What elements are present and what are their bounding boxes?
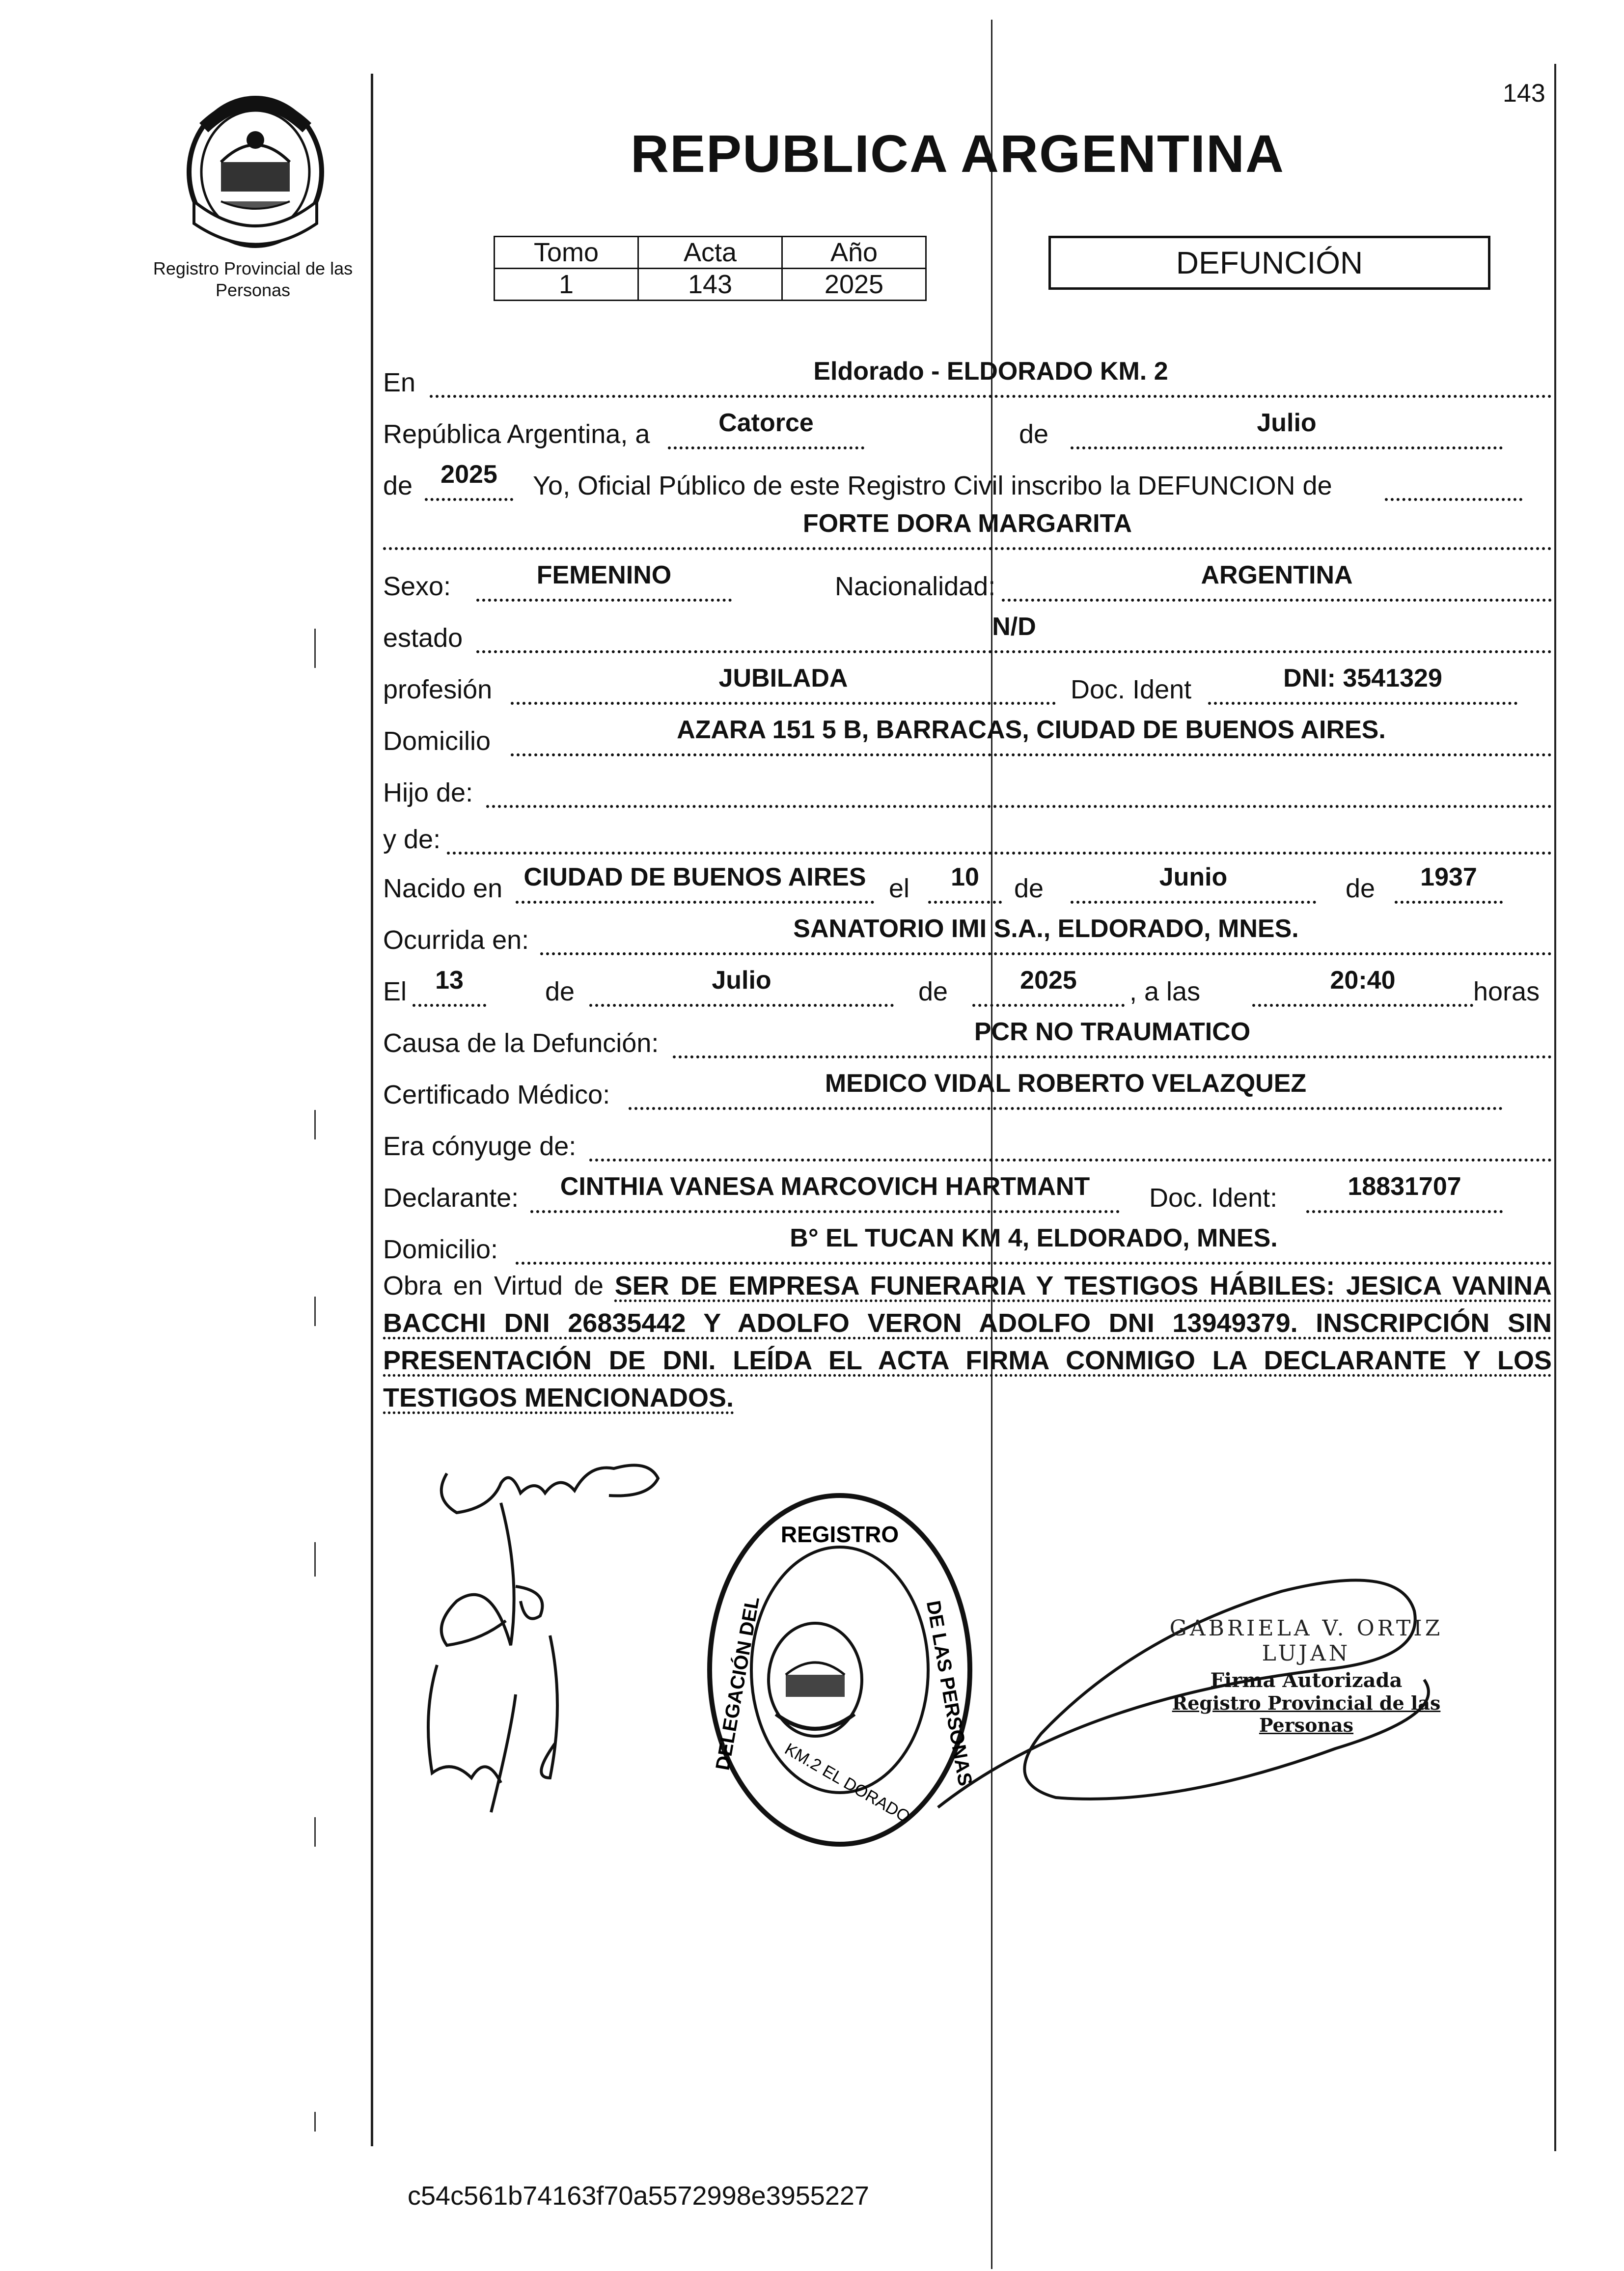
scan-mark [314, 629, 316, 668]
svg-text:DE LAS PERSONAS: DE LAS PERSONAS [922, 1599, 976, 1788]
field-obra: SER DE EMPRESA FUNERARIA Y TESTIGOS HÁBILES: JESICA VANINA BACCHI DNI 26835442 Y ADOLFO VERON ADOLFO DNI 13949379. INSCRIPCIÓN SIN PRESENTACIÓN DE DNI. LEÍDA EL ACTA FIRMA CONMIGO LA DECLARANTE Y LOS TESTIGOS MENCIONADOS. [383, 1271, 1552, 1412]
left-margin-line [371, 74, 373, 2146]
scan-mark [314, 1110, 316, 1139]
document-title: REPUBLICA ARGENTINA [631, 124, 1285, 183]
label-de-nac-mes: de [1014, 874, 1044, 903]
label-en: En [383, 368, 416, 397]
field-profesion: JUBILADA [511, 663, 1056, 705]
field-nac-mes: Junio [1071, 861, 1316, 904]
row-certificado [383, 1071, 1552, 1115]
label-doc-ident-2: Doc. Ident: [1149, 1183, 1278, 1213]
svg-text:KM.2 EL DORADO: KM.2 EL DORADO [781, 1740, 913, 1827]
row-profesion [383, 665, 1552, 710]
label-horas: horas [1473, 977, 1540, 1006]
field-declarante-doc: 18831707 [1306, 1171, 1503, 1213]
scan-mark [314, 2112, 316, 2132]
field-nac-dia: 10 [928, 861, 1002, 904]
signer-office: Registro Provincial de las Personas [1172, 1692, 1441, 1736]
label-nacionalidad: Nacionalidad: [835, 572, 996, 601]
label-de-def-anio: de [918, 977, 948, 1006]
field-dia: Catorce [668, 407, 864, 449]
svg-text:REGISTRO: REGISTRO [780, 1522, 899, 1547]
row-estado [383, 614, 1552, 658]
row-conyuge [383, 1122, 1552, 1166]
row-domicilio-2 [383, 1225, 1552, 1270]
row-nacido [383, 864, 1552, 909]
label-sexo: Sexo: [383, 572, 451, 601]
label-domicilio: Domicilio [383, 726, 491, 756]
label-de-anio: de [383, 471, 413, 500]
field-mes: Julio [1071, 407, 1503, 449]
field-certificado: MEDICO VIDAL ROBERTO VELAZQUEZ [629, 1068, 1503, 1110]
label-declarante: Declarante: [383, 1183, 519, 1213]
row-fecha [383, 410, 1552, 454]
field-def-hora: 20:40 [1252, 965, 1473, 1007]
table-value-anio: 2025 [782, 269, 926, 301]
row-y-de [383, 815, 1552, 859]
obra-paragraph [383, 1267, 1552, 1416]
svg-text:DELEGACIÓN DEL: DELEGACIÓN DEL [712, 1595, 764, 1772]
label-hijo: Hijo de: [383, 778, 473, 807]
label-de-nac-anio: de [1346, 874, 1376, 903]
label-domicilio-2: Domicilio: [383, 1235, 498, 1264]
field-sexo: FEMENINO [476, 559, 732, 602]
label-obra: Obra en Virtud de [383, 1271, 604, 1301]
right-margin-line [1554, 64, 1556, 2151]
scan-mark [314, 1817, 316, 1847]
field-causa: PCR NO TRAUMATICO [673, 1016, 1552, 1058]
row-nombre [383, 511, 1552, 555]
row-domicilio [383, 717, 1552, 761]
field-doc-ident: DNI: 3541329 [1208, 663, 1517, 705]
label-yo: Yo, Oficial Público de este Registro Civil inscribo la DEFUNCION de [533, 471, 1332, 500]
row-declarante [383, 1174, 1552, 1218]
row-anio [383, 462, 1552, 506]
label-estado: estado [383, 623, 463, 653]
field-nac-anio: 1937 [1395, 861, 1503, 904]
field-def-mes: Julio [589, 965, 894, 1007]
authorized-signature-block [1134, 1616, 1478, 1736]
table-value-acta: 143 [638, 269, 782, 301]
table-value-tomo: 1 [495, 269, 638, 301]
table-header-anio: Año [782, 237, 926, 269]
field-declarante-domicilio: B° EL TUCAN KM 4, ELDORADO, MNES. [516, 1222, 1552, 1265]
label-y-de: y de: [383, 825, 441, 854]
handwritten-signatures [403, 1439, 722, 1832]
registry-label: Registro Provincial de las Personas [153, 258, 353, 300]
label-conyuge: Era cónyuge de: [383, 1132, 577, 1161]
field-y-de [447, 812, 1552, 855]
record-table [494, 236, 927, 301]
label-a-las: , a las [1129, 977, 1201, 1006]
label-nacido: Nacido en [383, 874, 503, 903]
record-type-box: DEFUNCIÓN [1048, 236, 1490, 290]
row-causa [383, 1019, 1552, 1063]
field-nacido-en: CIUDAD DE BUENOS AIRES [516, 861, 874, 904]
label-causa: Causa de la Defunción: [383, 1028, 659, 1058]
label-de: de [1019, 419, 1049, 449]
field-conyuge [589, 1119, 1552, 1162]
label-republica: República Argentina, a [383, 419, 650, 449]
field-nacionalidad: ARGENTINA [1002, 559, 1552, 602]
label-de-def-mes: de [545, 977, 575, 1006]
label-el: el [889, 874, 910, 903]
field-blank-end [1385, 459, 1522, 501]
row-ocurrida [383, 916, 1552, 960]
label-el-cap: El [383, 977, 407, 1006]
row-lugar [383, 359, 1552, 403]
row-hijo [383, 769, 1552, 813]
record-table-values [495, 269, 926, 301]
signer-name: GABRIELA V. ORTIZ LUJAN [1169, 1616, 1443, 1666]
label-doc-ident: Doc. Ident [1071, 675, 1192, 704]
field-ocurrida: SANATORIO IMI S.A., ELDORADO, MNES. [540, 913, 1552, 955]
signer-role: Firma Autorizada [1210, 1669, 1403, 1692]
field-anio: 2025 [425, 459, 513, 501]
scan-mark [314, 1542, 316, 1577]
field-hijo [486, 766, 1552, 808]
row-fecha-def [383, 968, 1552, 1012]
label-certificado: Certificado Médico: [383, 1080, 610, 1109]
label-profesion: profesión [383, 675, 493, 704]
row-sexo [383, 562, 1552, 607]
province-emblem-icon [174, 88, 336, 250]
field-estado: N/D [476, 611, 1552, 653]
table-header-acta: Acta [638, 237, 782, 269]
record-table-header [495, 237, 926, 269]
scan-mark [314, 1297, 316, 1326]
document-hash: c54c561b74163f70a5572998e3955227 [408, 2181, 869, 2211]
field-def-dia: 13 [413, 965, 486, 1007]
table-header-tomo: Tomo [495, 237, 638, 269]
field-def-anio: 2025 [972, 965, 1125, 1007]
field-nombre: FORTE DORA MARGARITA [383, 508, 1552, 550]
page-number: 143 [1503, 79, 1545, 108]
label-ocurrida: Ocurrida en: [383, 925, 529, 955]
field-domicilio: AZARA 151 5 B, BARRACAS, CIUDAD DE BUENOS AIRES. [511, 714, 1552, 756]
field-declarante: CINTHIA VANESA MARCOVICH HARTMANT [530, 1171, 1120, 1213]
field-lugar: Eldorado - ELDORADO KM. 2 [430, 356, 1552, 398]
